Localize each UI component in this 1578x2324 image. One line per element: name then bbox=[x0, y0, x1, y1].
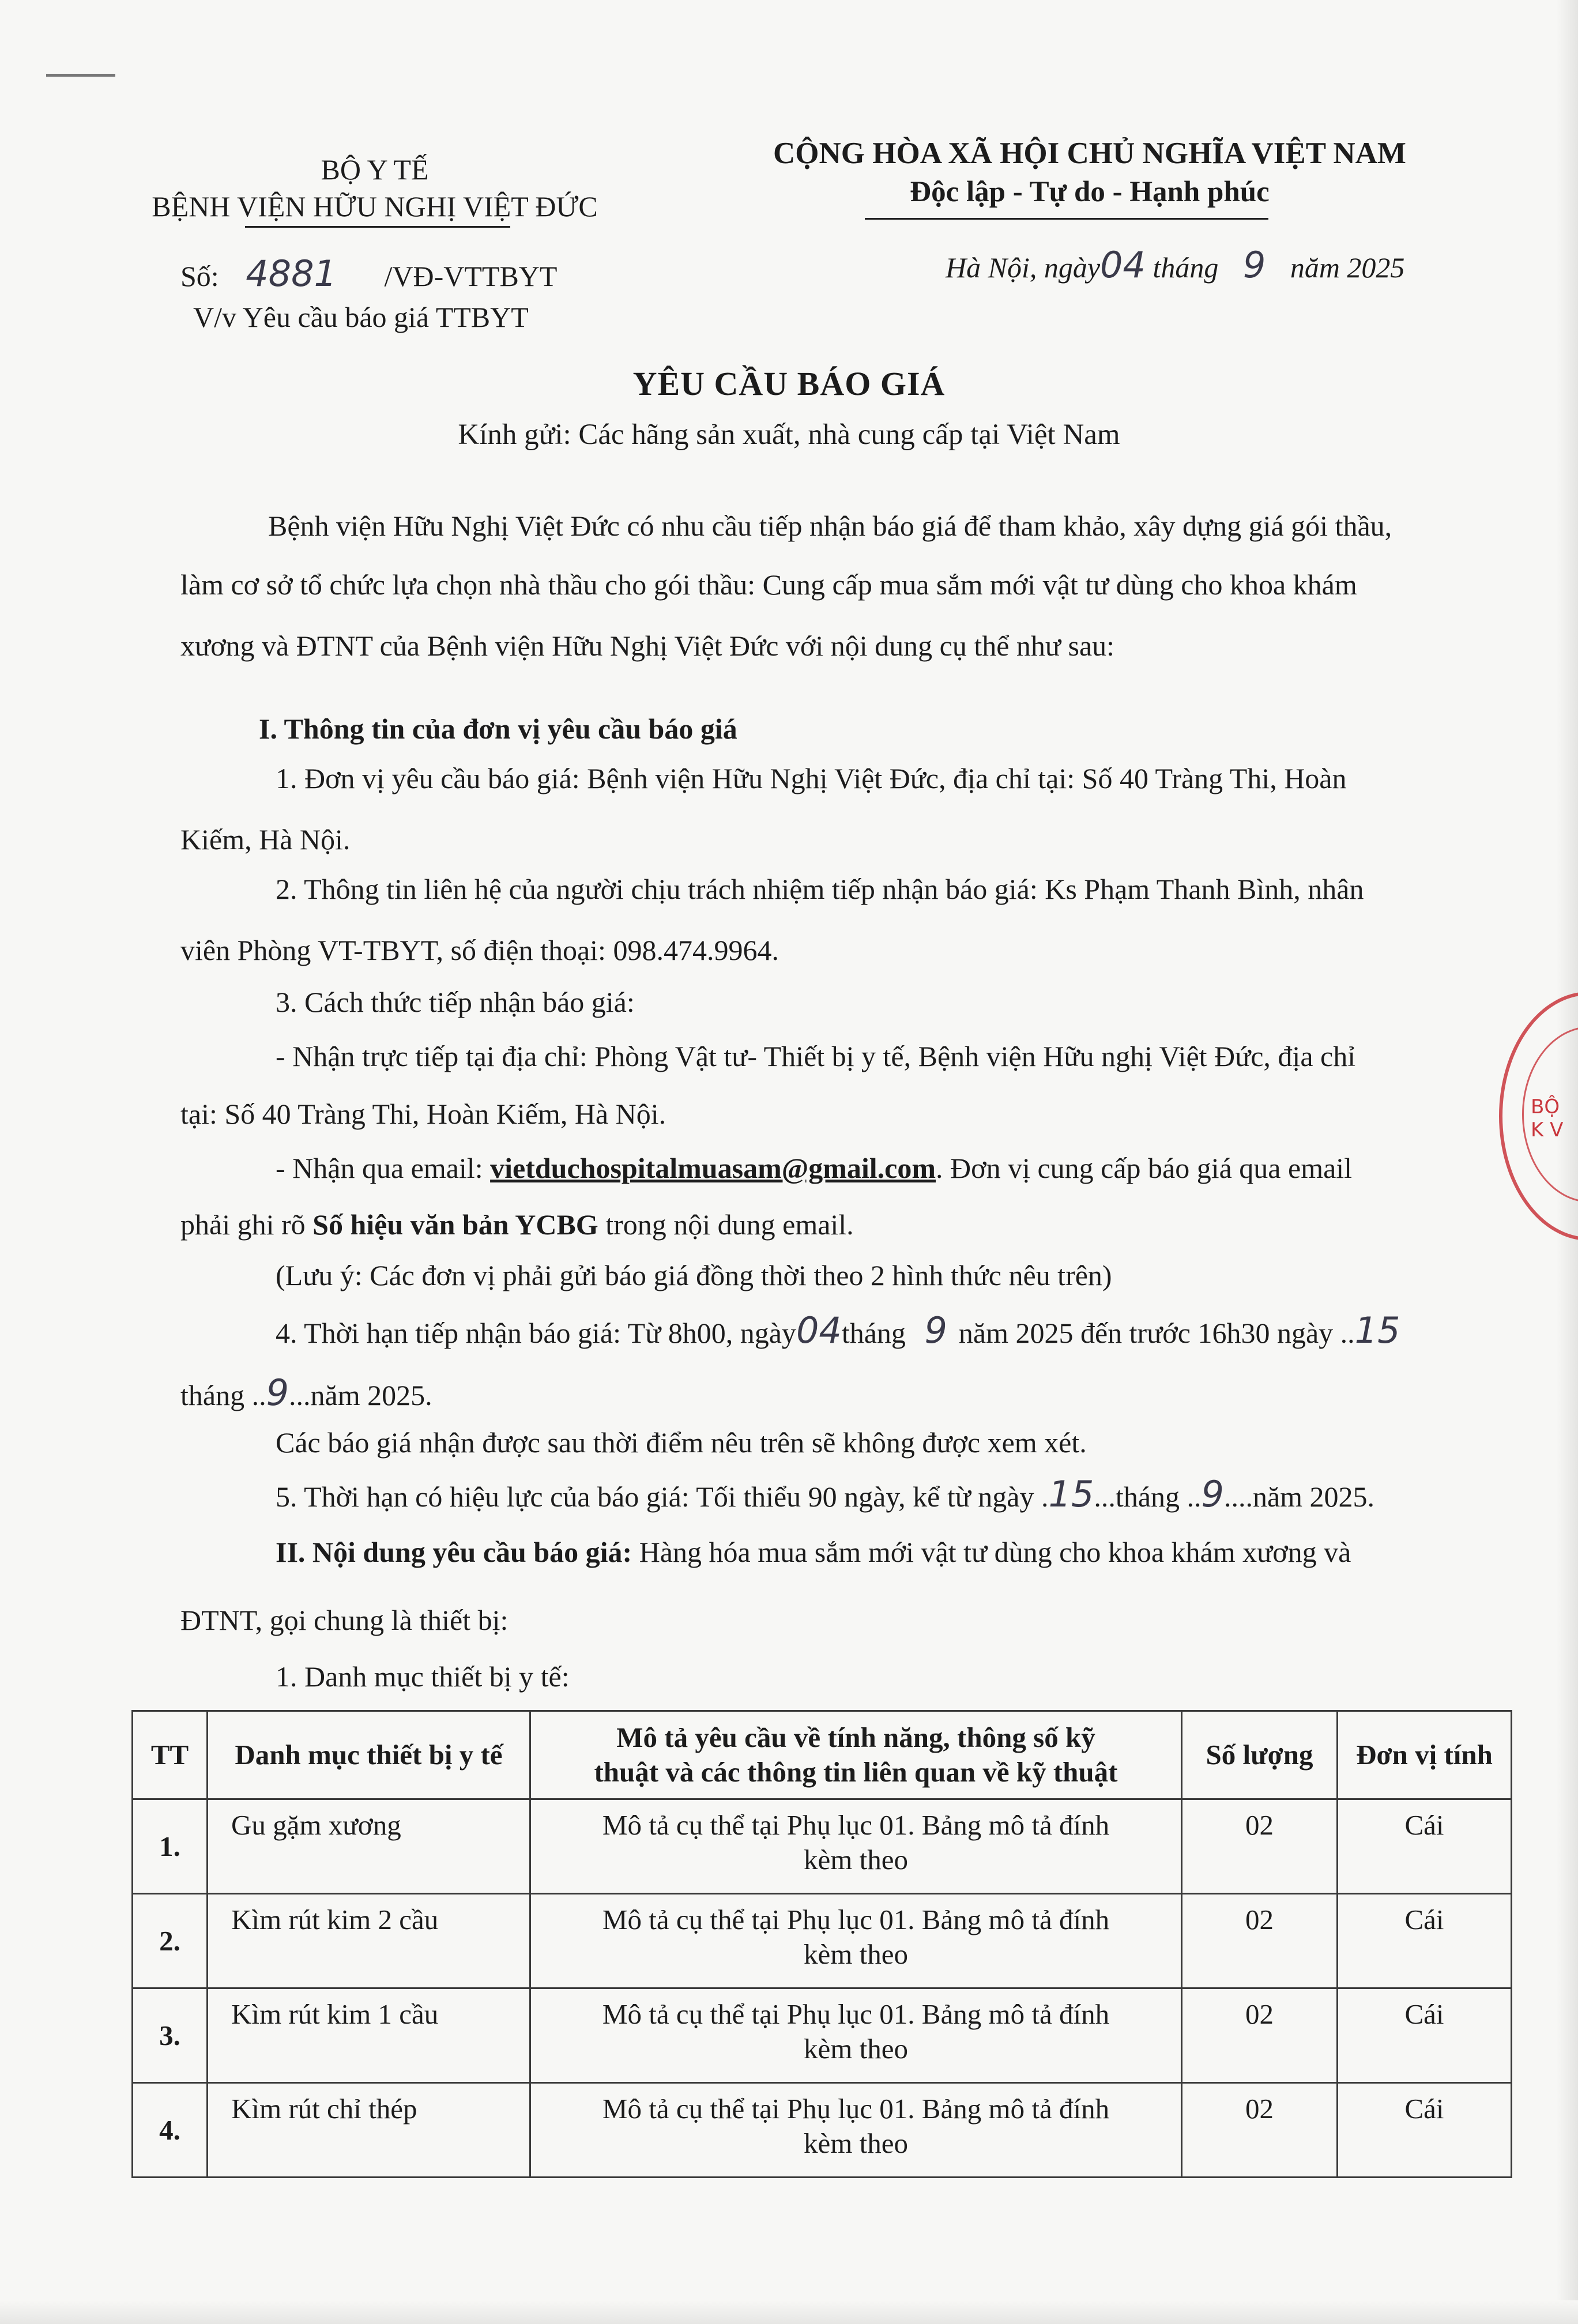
section-1-item-4a bbox=[276, 1309, 1400, 1351]
table-row bbox=[133, 2083, 1512, 2178]
row-desc-line-2: kèm theo bbox=[804, 1938, 908, 1970]
email-prefix: - Nhận qua email: bbox=[276, 1152, 491, 1184]
section-1-item-4c: Các báo giá nhận được sau thời điểm nêu trên sẽ không được xem xét. bbox=[276, 1426, 1087, 1459]
email-b-prefix: phải ghi rõ bbox=[180, 1208, 313, 1241]
item5-day-handwritten: 15 bbox=[1048, 1473, 1094, 1515]
row-desc-line-2: kèm theo bbox=[804, 2033, 908, 2065]
motto: Độc lập - Tự do - Hạnh phúc bbox=[910, 176, 1270, 208]
subject-line: V/v Yêu cầu báo giá TTBYT bbox=[193, 301, 529, 333]
section-1-item-1b: Kiếm, Hà Nội. bbox=[180, 823, 351, 856]
document-number bbox=[180, 254, 557, 296]
org-underline bbox=[245, 226, 510, 228]
col-header-desc-line-2: thuật và các thông tin liên quan về kỹ thuật bbox=[594, 1756, 1118, 1788]
item4-month-label: tháng bbox=[841, 1317, 906, 1349]
row-desc-line-1: Mô tả cụ thể tại Phụ lục 01. Bảng mô tả đính bbox=[602, 1998, 1110, 2030]
row-desc-line-1: Mô tả cụ thể tại Phụ lục 01. Bảng mô tả đính bbox=[602, 1904, 1110, 1935]
section-1-item-5 bbox=[276, 1473, 1375, 1515]
item5-month-handwritten: 9 bbox=[1201, 1473, 1224, 1515]
table-row bbox=[133, 1988, 1512, 2083]
email-b-bold: Số hiệu văn bản YCBG bbox=[312, 1208, 598, 1241]
row-tt: 3. bbox=[133, 1988, 208, 2083]
intro-line-1: Bệnh viện Hữu Nghị Việt Đức có nhu cầu tiếp nhận báo giá để tham khảo, xây dựng giá gói thầu, bbox=[268, 510, 1392, 542]
item4-day-handwritten: 04 bbox=[796, 1309, 842, 1351]
page-edge-bottom bbox=[0, 2300, 1578, 2324]
item4b-suffix: ...năm 2025. bbox=[289, 1379, 432, 1411]
row-desc bbox=[530, 1799, 1182, 1894]
item4-mid: năm 2025 đến trước 16h30 ngày .. bbox=[958, 1317, 1355, 1349]
ministry-name: BỘ Y TẾ bbox=[321, 153, 429, 186]
section-2-line-a bbox=[276, 1534, 1351, 1570]
row-unit: Cái bbox=[1338, 1988, 1512, 2083]
row-tt: 4. bbox=[133, 2083, 208, 2178]
row-desc-line-2: kèm theo bbox=[804, 1844, 908, 1875]
row-qty: 02 bbox=[1182, 1894, 1338, 1988]
intro-line-2: làm cơ sở tổ chức lựa chọn nhà thầu cho gói thầu: Cung cấp mua sắm mới vật tư dùng cho khoa khám bbox=[180, 568, 1357, 601]
date-prefix: Hà Nội, ngày bbox=[946, 251, 1101, 284]
item4-prefix: 4. Thời hạn tiếp nhận báo giá: Từ 8h00, ngày bbox=[276, 1317, 796, 1349]
national-header bbox=[715, 134, 1464, 211]
item4b-prefix: tháng .. bbox=[180, 1379, 266, 1411]
section-1-item-3-direct-a: - Nhận trực tiếp tại địa chỉ: Phòng Vật tư- Thiết bị y tế, Bệnh viện Hữu nghị Việt Đức, địa chỉ bbox=[276, 1040, 1356, 1072]
section-1-item-3-email-b bbox=[180, 1206, 854, 1243]
row-qty: 02 bbox=[1182, 1988, 1338, 2083]
email-link[interactable]: vietduchospitalmuasam@gmail.com bbox=[490, 1152, 936, 1184]
date-day-handwritten: 04 bbox=[1100, 244, 1146, 286]
recipient-line: Kính gửi: Các hãng sản xuất, nhà cung cấp tại Việt Nam bbox=[458, 419, 1120, 451]
item5-prefix: 5. Thời hạn có hiệu lực của báo giá: Tối thiểu 90 ngày, kể từ ngày . bbox=[276, 1481, 1049, 1513]
section-2-heading: II. Nội dung yêu cầu báo giá: bbox=[276, 1536, 632, 1568]
so-suffix: /VĐ-VTTBYT bbox=[384, 260, 558, 292]
so-label: Số: bbox=[180, 260, 219, 292]
item4-month-handwritten: 9 bbox=[924, 1309, 947, 1351]
hospital-name: BỆNH VIỆN HỮU NGHỊ VIỆT ĐỨC bbox=[152, 190, 598, 223]
row-desc bbox=[530, 2083, 1182, 2178]
scan-mark bbox=[46, 74, 115, 77]
row-unit: Cái bbox=[1338, 2083, 1512, 2178]
row-desc-line-1: Mô tả cụ thể tại Phụ lục 01. Bảng mô tả đính bbox=[602, 2093, 1110, 2125]
col-header-desc-line-1: Mô tả yêu cầu về tính năng, thông số kỹ bbox=[616, 1722, 1095, 1753]
section-1-item-1a: 1. Đơn vị yêu cầu báo giá: Bệnh viện Hữu Nghị Việt Đức, địa chỉ tại: Số 40 Tràng Thi, Hoàn bbox=[276, 762, 1347, 794]
col-header-desc bbox=[530, 1711, 1182, 1799]
row-desc-line-1: Mô tả cụ thể tại Phụ lục 01. Bảng mô tả đính bbox=[602, 1809, 1110, 1841]
date-month-handwritten: 9 bbox=[1242, 244, 1266, 286]
col-header-qty: Số lượng bbox=[1182, 1711, 1338, 1799]
section-1-item-2b: viên Phòng VT-TBYT, số điện thoại: 098.474.9964. bbox=[180, 934, 779, 966]
item5-mid: ...tháng .. bbox=[1094, 1481, 1202, 1513]
item4-end-day-handwritten: 15 bbox=[1354, 1309, 1400, 1351]
row-name: Kìm rút kim 1 cầu bbox=[208, 1988, 530, 2083]
section-1-item-4b bbox=[180, 1374, 432, 1414]
equipment-table bbox=[131, 1710, 1512, 2178]
email-b-suffix: trong nội dung email. bbox=[598, 1208, 854, 1241]
row-name: Kìm rút chỉ thép bbox=[208, 2083, 530, 2178]
section-2-text-a: Hàng hóa mua sắm mới vật tư dùng cho khoa khám xương và bbox=[632, 1536, 1351, 1568]
row-unit: Cái bbox=[1338, 1894, 1512, 1988]
motto-underline bbox=[865, 218, 1268, 220]
row-qty: 02 bbox=[1182, 1799, 1338, 1894]
intro-line-3: xương và ĐTNT của Bệnh viện Hữu Nghị Việt Đức với nội dung cụ thể như sau: bbox=[180, 630, 1115, 662]
col-header-name: Danh mục thiết bị y tế bbox=[208, 1711, 530, 1799]
row-tt: 2. bbox=[133, 1894, 208, 1988]
page-title: YÊU CẦU BÁO GIÁ bbox=[632, 365, 946, 402]
email-suffix: . Đơn vị cung cấp báo giá qua email bbox=[936, 1152, 1353, 1184]
row-desc bbox=[530, 1988, 1182, 2083]
row-desc-line-2: kèm theo bbox=[804, 2127, 908, 2159]
row-desc bbox=[530, 1894, 1182, 1988]
so-number-handwritten: 4881 bbox=[246, 253, 337, 295]
row-qty: 02 bbox=[1182, 2083, 1338, 2178]
red-seal-text: BỘ K V bbox=[1531, 1095, 1564, 1142]
col-header-tt: TT bbox=[133, 1711, 208, 1799]
table-row bbox=[133, 1894, 1512, 1988]
row-name: Gu gặm xương bbox=[208, 1799, 530, 1894]
organization-header bbox=[115, 151, 634, 225]
section-1-item-3-email-a bbox=[276, 1150, 1352, 1187]
section-1-item-3: 3. Cách thức tiếp nhận báo giá: bbox=[276, 986, 635, 1018]
section-1-item-2a: 2. Thông tin liên hệ của người chịu trách nhiệm tiếp nhận báo giá: Ks Phạm Thanh Bình, nhân bbox=[276, 873, 1364, 905]
row-tt: 1. bbox=[133, 1799, 208, 1894]
section-2-line-b: ĐTNT, gọi chung là thiết bị: bbox=[180, 1604, 509, 1636]
date-year: năm 2025 bbox=[1290, 251, 1405, 284]
section-1-heading: I. Thông tin của đơn vị yêu cầu báo giá bbox=[259, 713, 737, 745]
date-month-label: tháng bbox=[1153, 251, 1219, 284]
section-1-item-3-direct-b: tại: Số 40 Tràng Thi, Hoàn Kiếm, Hà Nội. bbox=[180, 1098, 666, 1130]
col-header-unit: Đơn vị tính bbox=[1338, 1711, 1512, 1799]
item5-suffix: ....năm 2025. bbox=[1223, 1481, 1375, 1513]
table-header-row bbox=[133, 1711, 1512, 1799]
section-1-note: (Lưu ý: Các đơn vị phải gửi báo giá đồng thời theo 2 hình thức nêu trên) bbox=[276, 1259, 1112, 1291]
row-name: Kìm rút kim 2 cầu bbox=[208, 1894, 530, 1988]
item4-end-month-handwritten: 9 bbox=[266, 1372, 289, 1414]
document-date bbox=[946, 245, 1404, 288]
row-unit: Cái bbox=[1338, 1799, 1512, 1894]
nation-name: CỘNG HÒA XÃ HỘI CHỦ NGHĨA VIỆT NAM bbox=[773, 137, 1406, 170]
table-row bbox=[133, 1799, 1512, 1894]
equipment-list-label: 1. Danh mục thiết bị y tế: bbox=[276, 1660, 570, 1693]
